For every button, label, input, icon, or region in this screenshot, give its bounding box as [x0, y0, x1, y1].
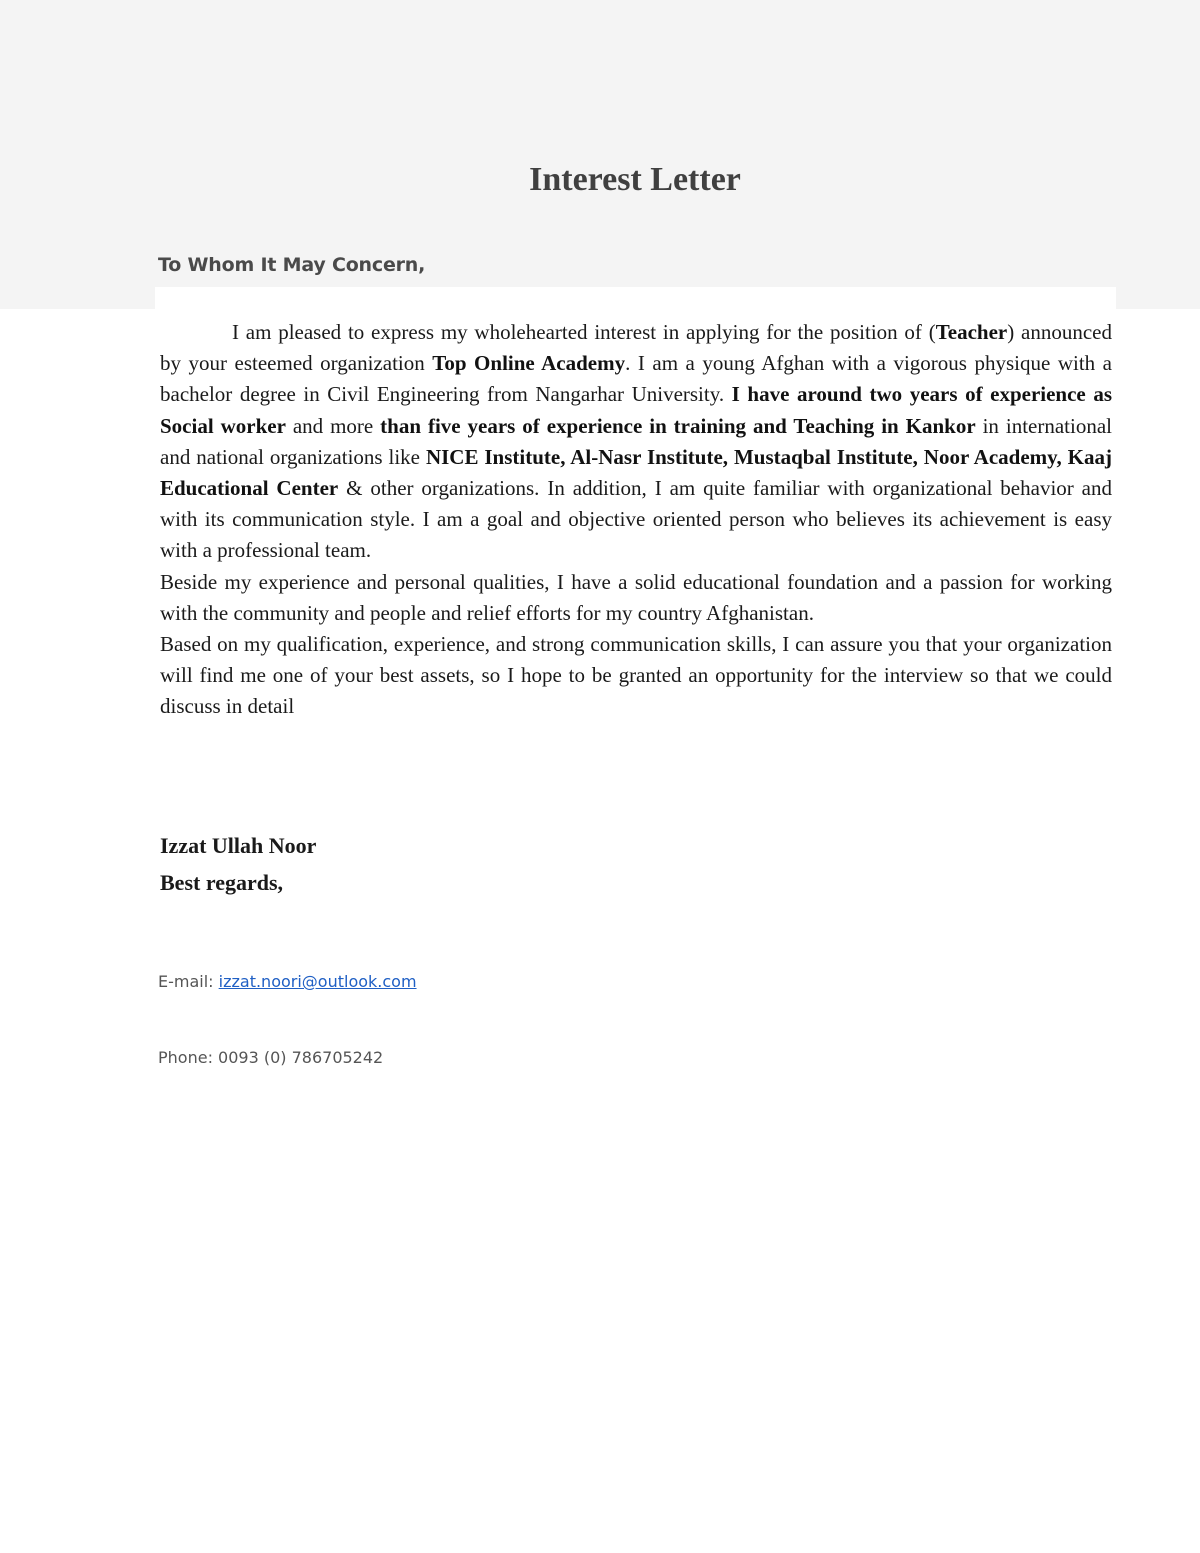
p1-text-5: in international and national organizations like — [160, 413, 1112, 469]
p1-experience-social: I have around two years of experience as Social worker — [160, 382, 1112, 438]
salutation: To Whom It May Concern, — [158, 254, 426, 276]
phone-number: 0093 (0) 786705242 — [218, 1048, 384, 1067]
signature-block — [160, 827, 316, 901]
letter-paragraph-1 — [160, 317, 1112, 567]
header-inset — [155, 287, 1116, 311]
signature-name: Izzat Ullah Noor — [160, 833, 317, 858]
p1-position: Teacher — [935, 320, 1008, 344]
p1-text-6: & other organizations. In addition, I am quite familiar with organizational behavior and with its communication style. I am a goal and objective oriented person who believes its achievement is easy with a professional team. — [160, 476, 1113, 563]
phone-label: Phone: — [158, 1048, 219, 1067]
letter-paragraph-3: Based on my qualification, experience, and strong communication skills, I can assure you that your organization will find me one of your best assets, so I hope to be granted an opportunity for the interview so that we could discuss in detail — [160, 632, 1112, 719]
p1-text-4: and more — [285, 413, 381, 438]
p1-institutes: NICE Institute, Al-Nasr Institute, Mustaqbal Institute, Noor Academy, Kaaj Educational Center — [160, 444, 1112, 501]
p1-text-3: . I am a young Afghan with a vigorous physique with a bachelor degree in Civil Engineering from Nangarhar University. — [160, 351, 1112, 407]
email-label: E-mail: — [158, 972, 219, 991]
p1-organization: Top Online Academy — [432, 351, 626, 376]
letter-paragraph-2: Beside my experience and personal qualities, I have a solid educational foundation and a passion for working with the community and people and relief efforts for my country Afghanistan. — [160, 569, 1112, 625]
page-title: Interest Letter — [529, 161, 741, 198]
p1-experience-teaching: than five years of experience in training and Teaching in Kankor — [380, 413, 976, 438]
letter-body — [160, 317, 1112, 723]
signature-closing: Best regards, — [160, 870, 284, 895]
email-link[interactable]: izzat.noori@outlook.com — [218, 972, 417, 991]
p1-text-2: ) announced by your esteemed organization — [160, 320, 1112, 376]
email-line — [158, 971, 417, 993]
phone-line — [158, 1047, 383, 1069]
p1-text-1: I am pleased to express my wholehearted interest in applying for the position of ( — [232, 320, 936, 344]
